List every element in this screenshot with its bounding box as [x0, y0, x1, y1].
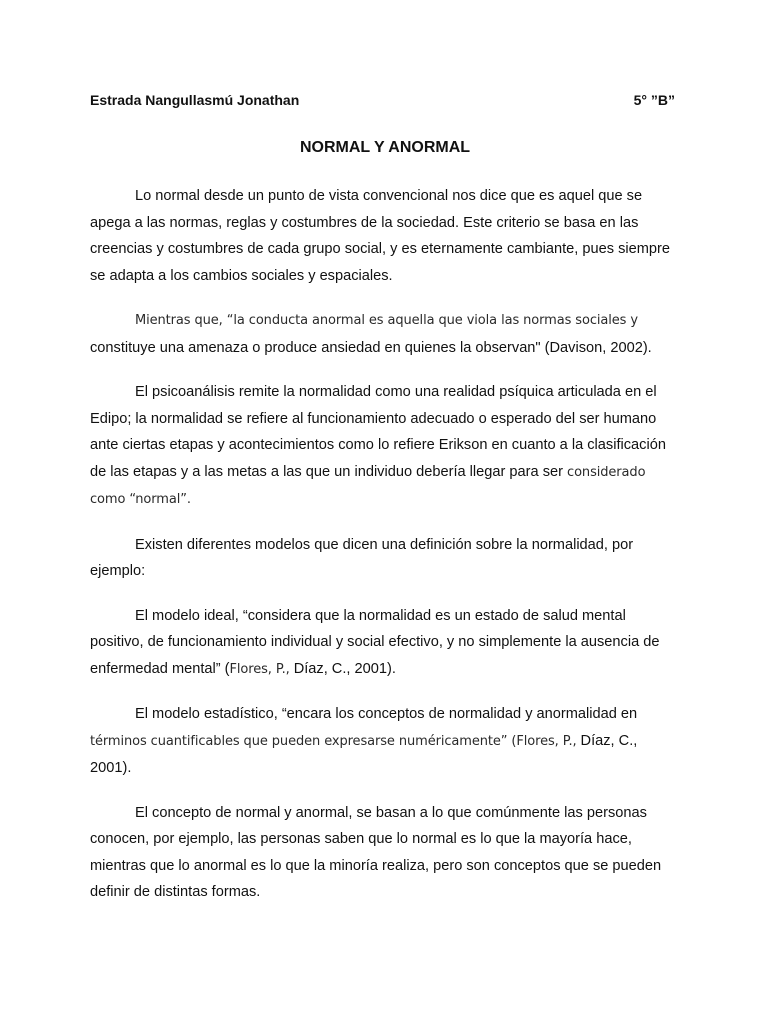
paragraph-5-citation-author: Flores, P., — [229, 661, 294, 677]
paragraph-7: El concepto de normal y anormal, se basan a lo que comúnmente las personas conocen, por ejemplo, las personas saben que lo normal es lo que la mayoría hace, mientras que lo anormal es lo que la minoría realiza, pero son conceptos que se pueden definir de distintas formas. — [90, 804, 662, 900]
paragraph-6-text: El modelo estadístico, “encara los conceptos de normalidad y anormalidad en — [135, 706, 638, 722]
document-header — [90, 92, 675, 108]
paragraph-3-ending: considerado como “normal”. — [90, 464, 646, 507]
paragraph-5-citation-end: Díaz, C., 2001). — [293, 660, 396, 677]
paragraph-5 — [90, 603, 680, 684]
author-name: Estrada Nangullasmú Jonathan — [90, 92, 300, 108]
paragraph-6-light-text: términos cuantificables que pueden expresarse numéricamente” (Flores, P., — [90, 733, 581, 749]
document-title: NORMAL Y ANORMAL — [299, 139, 471, 156]
paragraph-2-quote-end: constituye una amenaza o produce ansiedad en quienes la observan" (Davison, 2002). — [90, 339, 652, 356]
paragraph-6 — [90, 701, 680, 782]
paragraph-3 — [90, 379, 680, 514]
paragraph-5-text: El modelo ideal, “considera que la normalidad es un estado de salud mental positivo, de funcionamiento individual y social efectivo, y no simplemente la ausencia de enfermedad mental” ( — [90, 607, 660, 677]
paragraph-2 — [90, 307, 680, 361]
paragraph-6-citation-end: Díaz, C., 2001). — [90, 732, 638, 776]
paragraph-3-text: El psicoanálisis remite la normalidad como una realidad psíquica articulada en el Edipo; la normalidad se refiere al funcionamiento adecuado o esperado del ser humano ante ciertas etapas y acontecimientos como lo refiere Erikson en cuanto a la clasificación de las etapas y a las metas a las que un individuo debería llegar para ser — [90, 384, 666, 480]
paragraph-2-quote-start: Mientras que, “la conducta anormal es aquella que viola las normas sociales y — [135, 313, 638, 328]
grade-group: 5° ”B” — [633, 92, 675, 108]
paragraph-1: Lo normal desde un punto de vista convencional nos dice que es aquel que se apega a las normas, reglas y costumbres de la sociedad. Este criterio se basa en las creencias y costumbres de cada grupo social, y es eternamente cambiante, pues siempre se adapta a los cambios sociales y espaciales. — [90, 188, 670, 284]
document-body — [90, 183, 680, 924]
paragraph-4: Existen diferentes modelos que dicen una definición sobre la normalidad, por ejemplo: — [90, 536, 634, 579]
